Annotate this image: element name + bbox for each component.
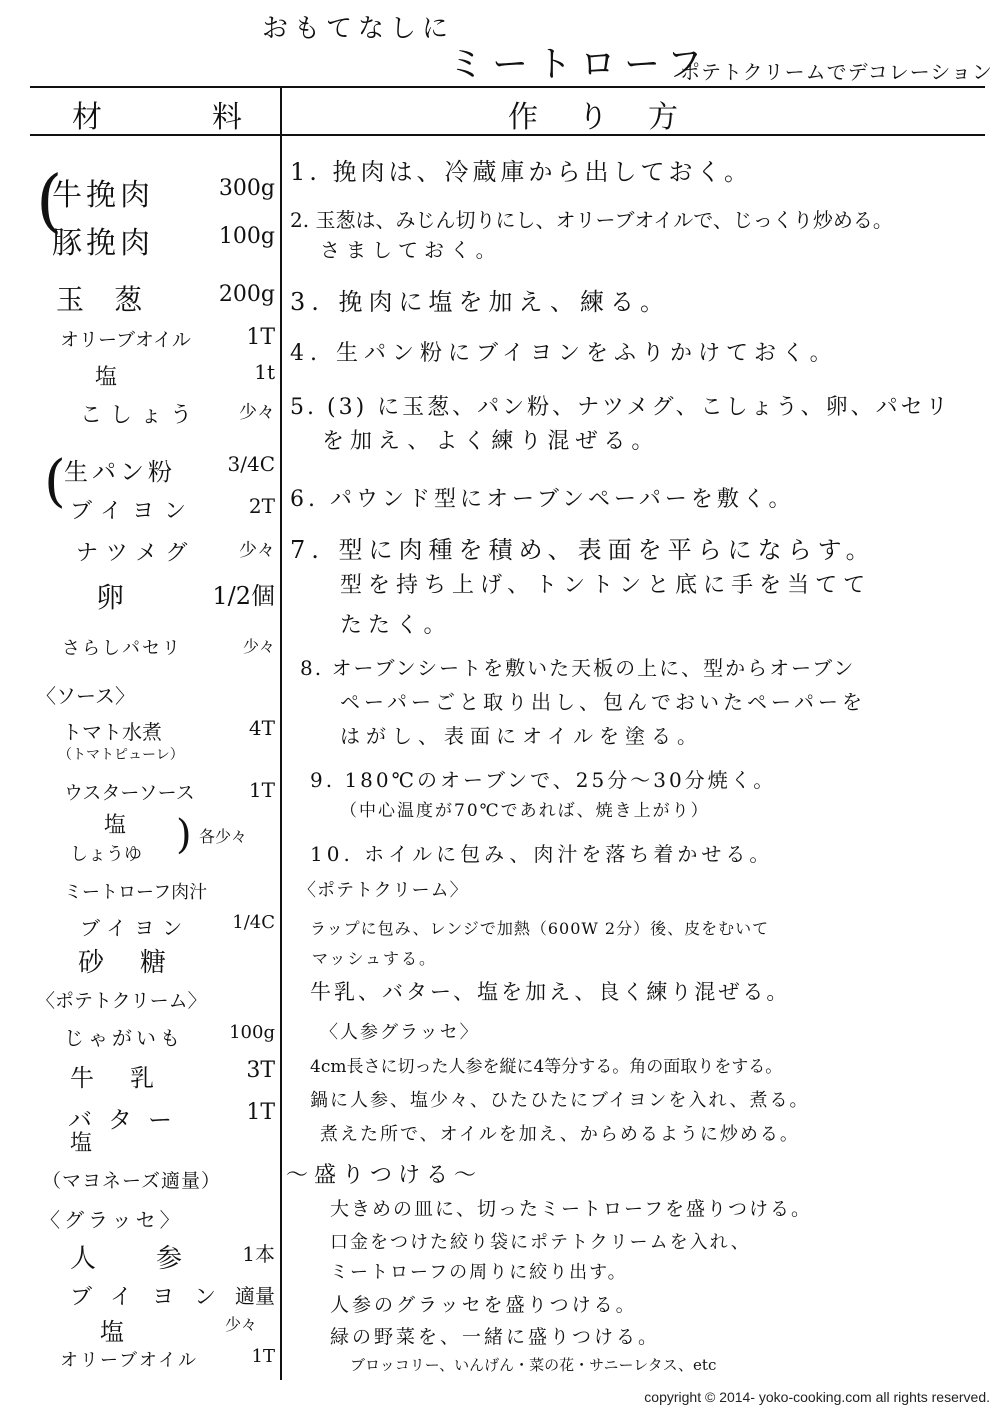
ingredient-row: （トマトピューレ） [58, 747, 184, 763]
ingredient-row: ウスターソース 1T [64, 778, 275, 804]
ingredient-row: さらしパセリ 少々 [62, 637, 275, 659]
ingredient-row: 塩 1t [95, 360, 275, 390]
ingredient-row: 塩 少々 [100, 1315, 257, 1346]
ingredient-row: しょうゆ 各少々 [70, 827, 247, 865]
ingredient-row: 砂糖 [78, 948, 203, 978]
step-line: 2. 玉葱は、みじん切りにし、オリーブオイルで、じっくり炒める。 [290, 208, 893, 232]
step-line: 9. 180℃のオーブンで、25分〜30分焼く。 [310, 768, 777, 792]
ingredient-row: トマト水煮 4T [62, 716, 275, 744]
ingredient-row: 牛挽肉 300g [52, 176, 275, 213]
step-line: 3. 挽肉に塩を加え、練る。 [290, 288, 670, 316]
ingredient-row: 玉葱 200g [56, 282, 275, 316]
ingredient-row: ブイヨン 1/4C [80, 912, 275, 940]
ingredient-row: 塩 [104, 813, 127, 838]
step-line: 人参のグラッセを盛りつける。 [330, 1294, 638, 1316]
panko-brace: ( [44, 449, 66, 514]
pre-title: おもてなしに [262, 14, 455, 44]
step-line: 1. 挽肉は、冷蔵庫から出しておく。 [290, 158, 753, 186]
method-header: 作り方 [508, 100, 718, 135]
ingredient-row: バター 1T [68, 1100, 275, 1134]
header-top-rule [30, 86, 985, 88]
meat-brace: ( [36, 162, 63, 241]
column-divider [280, 88, 282, 1380]
ingredient-row: ナツメグ 少々 [76, 540, 275, 566]
step-line: ペーパーごと取り出し、包んでおいたペーパーを [340, 690, 866, 714]
ingredient-row: 塩 [70, 1131, 93, 1156]
copyright-notice: copyright © 2014- yoko-cooking.com all rights reserved. [644, 1389, 990, 1405]
ingredient-row: こしょう 少々 [80, 402, 275, 428]
step-line: マッシュする。 [312, 949, 438, 968]
seasoning-brace: ) [176, 812, 192, 858]
ingredient-row: オリーブオイル 1T [60, 325, 275, 351]
ingredient-row: 生パン粉 3/4C [64, 452, 275, 486]
step-line: ラップに包み、レンジで加熱（600W 2分）後、皮をむいて [310, 919, 770, 938]
step-line: 5. (3) に玉葱、パン粉、ナツメグ、こしょう、卵、パセリ [290, 395, 951, 420]
ingredients-header: 材 料 [72, 100, 282, 135]
step-line: （中心温度が70℃であれば、焼き上がり） [340, 801, 710, 821]
ingredient-row: 〈グラッセ〉 [40, 1208, 184, 1232]
step-line: 4. 生パン粉にブイヨンをふりかけておく。 [290, 341, 838, 366]
ingredient-row: 人参 1本 [70, 1242, 275, 1274]
step-line: 10. ホイルに包み、肉汁を落ち着かせる。 [310, 842, 774, 866]
step-line: 6. パウンド型にオーブンペーパーを敷く。 [290, 487, 795, 512]
step-line: 煮えた所で、オイルを加え、からめるように炒める。 [320, 1124, 800, 1145]
ingredient-row: 〈ポテトクリーム〉 [36, 990, 207, 1012]
ingredient-row: 卵 1/2個 [96, 581, 275, 614]
step-line: たたく。 [340, 613, 452, 638]
step-line: 7. 型に肉種を積め、表面を平らにならす。 [290, 536, 876, 564]
ingredient-row: じゃがいも 100g [64, 1022, 275, 1050]
recipe-title: ミートローフ [448, 44, 711, 85]
ingredient-row: ミートローフ肉汁 [64, 882, 208, 903]
ingredient-row: 豚挽肉 100g [52, 224, 275, 261]
step-line: 型を持ち上げ、トントンと底に手を当てて [340, 573, 872, 598]
step-line: さましておく。 [320, 238, 502, 262]
ingredient-row: （マヨネーズ適量） [42, 1170, 222, 1192]
step-line: 〈人参グラッセ〉 [320, 1022, 480, 1043]
step-line: 4cm長さに切った人参を縦に4等分する。角の面取りをする。 [310, 1057, 783, 1077]
ingredient-row: ブイヨン 適量 [70, 1284, 275, 1310]
ingredient-row: ブイヨン 2T [70, 494, 275, 524]
ingredient-row: オリーブオイル 1T [60, 1346, 275, 1371]
step-line: 牛乳、バター、塩を加え、良く練り混ぜる。 [310, 980, 791, 1004]
step-line: ブロッコリー、いんげん・菜の花・サニーレタス、etc [350, 1356, 717, 1374]
ingredient-row: 〈ソース〉 [36, 684, 135, 708]
ingredient-row: 牛乳 3T [70, 1058, 275, 1092]
step-line: 口金をつけた絞り袋にポテトクリームを入れ、 [330, 1232, 751, 1253]
step-line: ミートローフの周りに絞り出す。 [330, 1262, 628, 1283]
step-line: 鍋に人参、塩少々、ひたひたにブイヨンを入れ、煮る。 [310, 1090, 810, 1111]
step-line: を加え、よく練り混ぜる。 [322, 429, 660, 454]
recipe-subtitle: ポテトクリームでデコレーション [680, 60, 993, 84]
step-line: 緑の野菜を、一緒に盛りつける。 [330, 1326, 661, 1348]
step-line: 大きめの皿に、切ったミートローフを盛りつける。 [330, 1198, 813, 1220]
step-line: 〈ポテトクリーム〉 [298, 880, 469, 901]
step-line: 8. オーブンシートを敷いた天板の上に、型からオーブン [300, 656, 856, 680]
step-line: 〜盛りつける〜 [286, 1163, 483, 1188]
step-line: はがし、表面にオイルを塗る。 [340, 724, 703, 748]
